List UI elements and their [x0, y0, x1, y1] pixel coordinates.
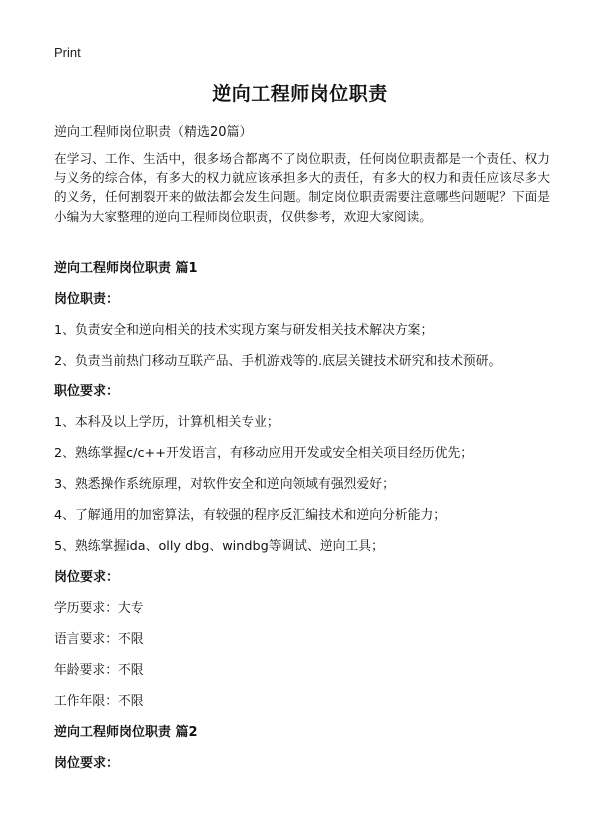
requirement-item: 4、了解通用的加密算法，有较强的程序反汇编技术和逆向分析能力； [54, 508, 447, 523]
requirements-heading: 职位要求： [54, 384, 120, 399]
requirement-item: 2、熟练掌握c/c++开发语言，有移动应用开发或安全相关项目经历优先； [54, 446, 474, 461]
duty-item: 1、负责安全和逆向相关的技术实现方案与研发相关技术解决方案； [54, 323, 434, 338]
intro-paragraph: 在学习、工作、生活中，很多场合都离不了岗位职责，任何岗位职责都是一个责任、权力与义务的综合体，有多大的权力就应该承担多大的责任，有多大的权力和责任应该尽多大的义务，任何割裂开来的做法都会发生问题。制定岗位职责需要注意哪些问题呢？下面是小编为大家整理的逆向工程师岗位职责，仅供参考，欢迎大家阅读。 [54, 151, 550, 224]
requirement-item: 1、本科及以上学历，计算机相关专业； [54, 415, 280, 430]
post-requirement-item: 工作年限：不限 [54, 694, 144, 709]
duty-item: 2、负责当前热门移动互联产品、手机游戏等的.底层关键技术研究和技术预研。 [54, 354, 502, 369]
document-title: 逆向工程师岗位职责 [212, 83, 388, 105]
section-title-2: 逆向工程师岗位职责 篇2 [54, 725, 198, 740]
post-requirement-item: 年龄要求：不限 [54, 663, 144, 678]
print-link[interactable]: Print [54, 45, 81, 60]
post-requirement-item: 语言要求：不限 [54, 632, 144, 647]
section2-heading: 岗位要求： [54, 756, 120, 771]
requirement-item: 5、熟练掌握ida、olly dbg、windbg等调试、逆向工具； [54, 539, 384, 554]
requirement-item: 3、熟悉操作系统原理，对软件安全和逆向领域有强烈爱好； [54, 477, 395, 492]
post-requirements-heading: 岗位要求： [54, 570, 120, 585]
duties-heading: 岗位职责： [54, 292, 120, 307]
section-title-1: 逆向工程师岗位职责 篇1 [54, 261, 198, 276]
document-subtitle: 逆向工程师岗位职责（精选20篇） [54, 125, 253, 140]
post-requirement-item: 学历要求：大专 [54, 601, 144, 616]
